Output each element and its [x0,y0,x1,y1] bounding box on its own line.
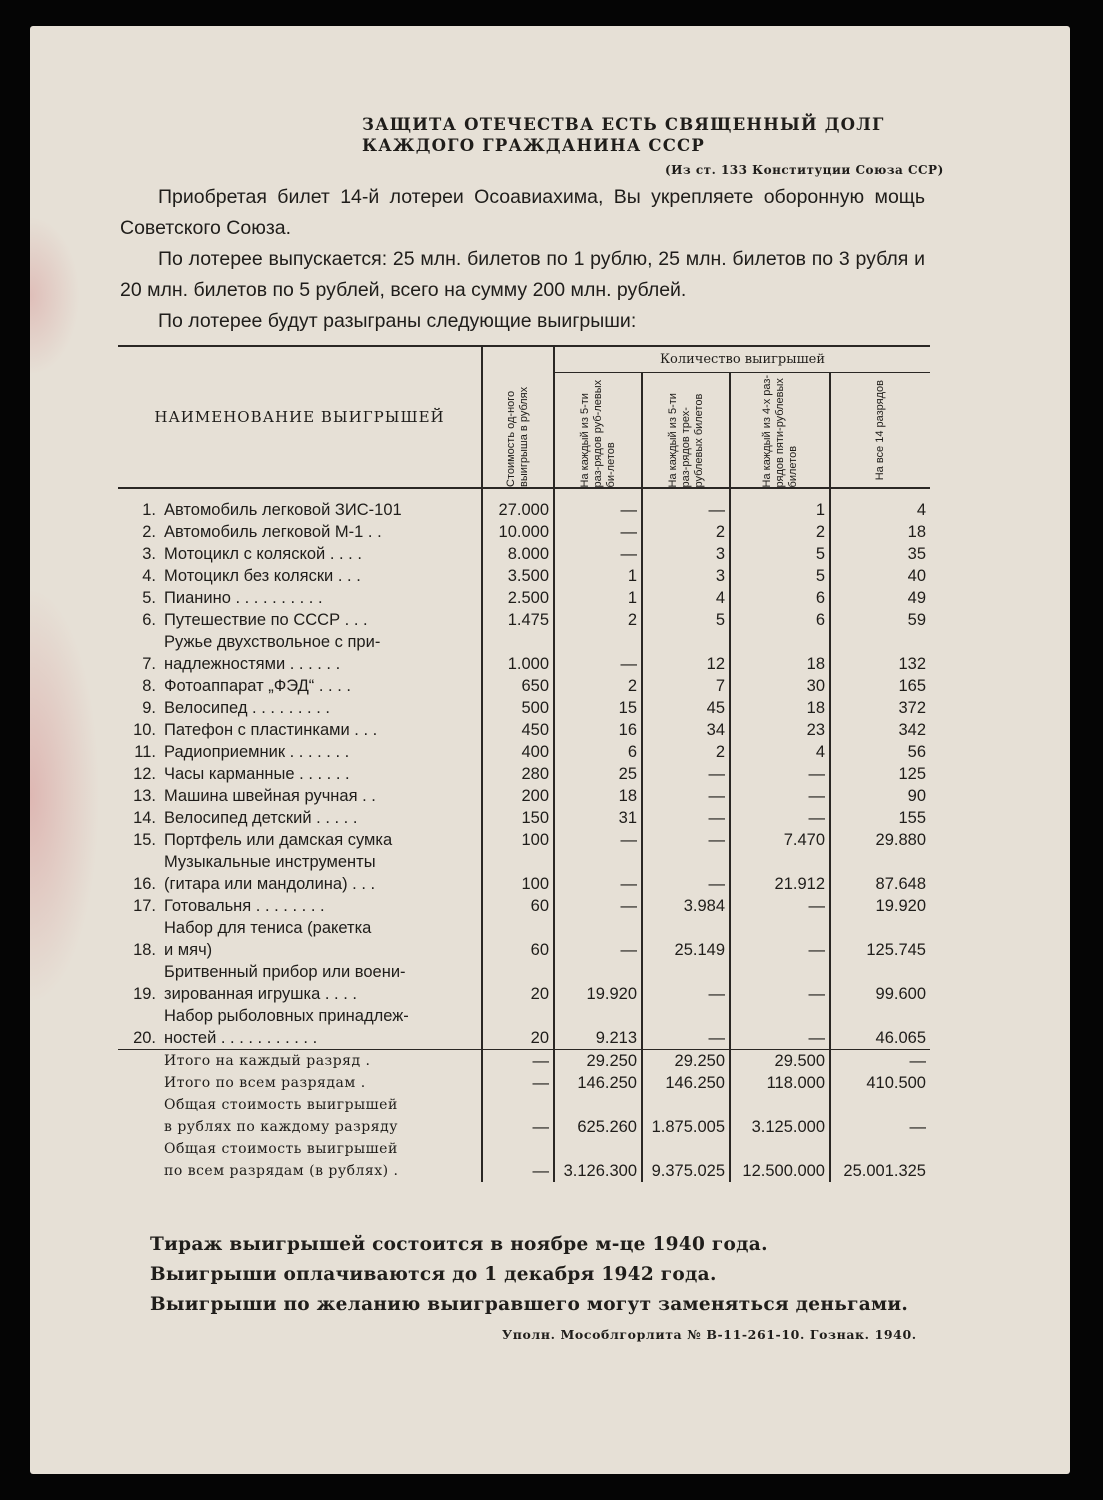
totals-cost: — [482,1050,554,1073]
count-1rub: — [554,631,642,675]
prize-name-line: Радиоприемник . . . . . . . [164,743,350,761]
count-all: 29.880 [830,829,930,851]
count-3rub: — [642,807,730,829]
prize-cost: 500 [482,697,554,719]
prize-name [160,741,482,763]
row-index: 16. [133,875,156,893]
table-row [118,543,930,565]
row-index: 17. [133,897,156,915]
prize-name-line: по всем разрядам (в рублях) . [164,1163,399,1179]
table-row [118,697,930,719]
table-row [118,587,930,609]
totals-cost: — [482,1138,554,1182]
totals-1rub: 3.126.300 [554,1138,642,1182]
intro-text [120,182,925,337]
totals-label [160,1050,482,1073]
count-5rub: 18 [730,631,830,675]
totals-row [118,1050,930,1073]
row-index: 14. [133,809,156,827]
totals-3rub: 9.375.025 [642,1138,730,1182]
table-row [118,488,930,521]
prize-cost: 1.475 [482,609,554,631]
table-row [118,829,930,851]
count-5rub: 4 [730,741,830,763]
row-index: 12. [133,765,156,783]
prize-name-line: Пианино . . . . . . . . . . [164,589,323,607]
footer-notes [150,1230,950,1320]
count-all: 49 [830,587,930,609]
prize-name [160,961,482,1005]
header-prize-name: НАИМЕНОВАНИЕ ВЫИГРЫШЕЙ [118,346,482,488]
prize-name [160,631,482,675]
prize-name-line: Мотоцикл без коляски . . . [164,567,361,585]
count-all: 40 [830,565,930,587]
totals-3rub: 29.250 [642,1050,730,1073]
prize-cost: 100 [482,829,554,851]
totals-label [160,1072,482,1094]
prize-cost: 200 [482,785,554,807]
prize-cost: 20 [482,961,554,1005]
prize-name-line: Часы карманные . . . . . . [164,765,350,783]
prize-name-line: Общая стоимость выигрышей [164,1141,398,1157]
count-5rub: — [730,895,830,917]
count-5rub: — [730,785,830,807]
row-index: 3. [142,545,156,563]
table-row [118,895,930,917]
count-3rub: 3 [642,543,730,565]
row-index: 19. [133,985,156,1003]
prize-name [160,488,482,521]
intro-paragraph: По лотерее будут разыграны следующие выигрыши: [158,310,637,332]
table-row [118,851,930,895]
spacer [118,1050,160,1073]
count-5rub: — [730,961,830,1005]
row-index: 8. [142,677,156,695]
prize-cost: 2.500 [482,587,554,609]
count-5rub: 6 [730,587,830,609]
count-5rub: 18 [730,697,830,719]
count-1rub: — [554,829,642,851]
totals-3rub: 1.875.005 [642,1094,730,1138]
prize-name-line: Велосипед . . . . . . . . . [164,699,330,717]
prize-name-line: Машина швейная ручная . . [164,787,376,805]
row-index: 10. [133,721,156,739]
count-3rub: — [642,829,730,851]
count-3rub: 5 [642,609,730,631]
count-all: 35 [830,543,930,565]
count-5rub: 7.470 [730,829,830,851]
prize-name-line: зированная игрушка . . . . [164,985,357,1003]
table-row [118,807,930,829]
prize-name [160,675,482,697]
count-1rub: 6 [554,741,642,763]
prizes-table [118,345,930,1182]
count-5rub: 5 [730,543,830,565]
prize-cost: 150 [482,807,554,829]
prize-name [160,565,482,587]
totals-all: 25.001.325 [830,1138,930,1182]
count-3rub: 7 [642,675,730,697]
prize-name-line: Автомобиль легковой М-1 . . [164,523,382,541]
count-3rub: 3 [642,565,730,587]
count-1rub: 25 [554,763,642,785]
count-1rub: — [554,917,642,961]
count-all: 165 [830,675,930,697]
count-5rub: 30 [730,675,830,697]
prize-name [160,829,482,851]
count-5rub: — [730,763,830,785]
count-3rub: — [642,1005,730,1050]
count-all: 18 [830,521,930,543]
prize-name-line: Итого по всем разрядам . [164,1075,366,1091]
count-1rub: 9.213 [554,1005,642,1050]
motto-line: ЗАЩИТА ОТЕЧЕСТВА ЕСТЬ СВЯЩЕННЫЙ ДОЛГ [362,115,885,134]
prize-name-line: Готовальня . . . . . . . . [164,897,325,915]
count-3rub: — [642,785,730,807]
count-3rub: — [642,488,730,521]
count-5rub: 5 [730,565,830,587]
count-3rub: 2 [642,741,730,763]
table-row [118,565,930,587]
count-3rub: 4 [642,587,730,609]
table-row [118,961,930,1005]
prize-cost: 3.500 [482,565,554,587]
count-all: 155 [830,807,930,829]
count-5rub: 23 [730,719,830,741]
prize-cost: 280 [482,763,554,785]
count-1rub: — [554,851,642,895]
prize-name [160,1005,482,1050]
prize-name-line: Велосипед детский . . . . . [164,809,358,827]
prize-name [160,543,482,565]
prize-name-line: и мяч) [164,941,213,959]
printer-imprint: Уполн. Мособлгорлита № В-11-261-10. Гознак. 1940. [502,1327,917,1342]
count-all: 46.065 [830,1005,930,1050]
totals-3rub: 146.250 [642,1072,730,1094]
prize-name-line: Портфель или дамская сумка [164,831,393,849]
table-row [118,609,930,631]
row-index: 20. [133,1029,156,1047]
totals-row [118,1138,930,1182]
count-1rub: — [554,488,642,521]
totals-1rub: 146.250 [554,1072,642,1094]
count-1rub: 2 [554,675,642,697]
row-index: 18. [133,941,156,959]
row-index: 11. [134,743,156,761]
footer-line: Тираж выигрышей состоится в ноябре м-це 1940 года. [150,1234,768,1255]
row-index: 4. [142,567,156,585]
count-all: 372 [830,697,930,719]
footer-line: Выигрыши оплачиваются до 1 декабря 1942 года. [150,1264,717,1285]
totals-label [160,1138,482,1182]
count-all: 125.745 [830,917,930,961]
totals-5rub: 118.000 [730,1072,830,1094]
prize-name [160,851,482,895]
prize-name [160,609,482,631]
prize-cost: 60 [482,917,554,961]
table-row [118,741,930,763]
prize-name-line: Бритвенный прибор или воени- [164,963,406,981]
count-5rub: — [730,807,830,829]
count-1rub: 16 [554,719,642,741]
totals-cost: — [482,1094,554,1138]
table-row [118,763,930,785]
prize-name-line: Патефон с пластинками . . . [164,721,378,739]
prize-name [160,785,482,807]
prize-name-line: в рублях по каждому разряду [164,1119,398,1135]
motto [362,114,922,156]
intro-paragraph: Приобретая билет 14-й лотереи Осоавиахима, Вы укрепляете оборонную мощь Советского Союза. [120,186,925,239]
constitution-reference: (Из ст. 133 Конституции Союза ССР) [665,163,944,177]
prize-name [160,807,482,829]
count-3rub: 3.984 [642,895,730,917]
totals-1rub: 29.250 [554,1050,642,1073]
count-1rub: 1 [554,565,642,587]
prize-name-line: Фотоаппарат „ФЭД“ . . . . [164,677,351,695]
count-3rub: — [642,961,730,1005]
prize-name [160,719,482,741]
count-3rub: 12 [642,631,730,675]
prize-cost: 650 [482,675,554,697]
table-row [118,521,930,543]
prize-cost: 1.000 [482,631,554,675]
row-index: 13. [133,787,156,805]
count-1rub: 19.920 [554,961,642,1005]
count-5rub: 2 [730,521,830,543]
header-count-all: На все 14 разрядов [830,372,930,488]
table-row [118,631,930,675]
prize-name-line: Ружье двухствольное с при- [164,633,381,651]
totals-label [160,1094,482,1138]
prize-cost: 27.000 [482,488,554,521]
paper-stain [30,586,100,1006]
count-all: 342 [830,719,930,741]
count-all: 19.920 [830,895,930,917]
totals-all: — [830,1050,930,1073]
row-index: 1. [142,501,156,519]
totals-all: — [830,1094,930,1138]
count-5rub: — [730,1005,830,1050]
count-1rub: — [554,543,642,565]
row-index: 5. [142,589,156,607]
totals-row [118,1094,930,1138]
count-all: 4 [830,488,930,521]
prize-name [160,917,482,961]
count-1rub: 15 [554,697,642,719]
prize-name-line: Мотоцикл с коляской . . . . [164,545,362,563]
row-index: 7. [142,655,156,673]
prize-name-line: Путешествие по СССР . . . [164,611,368,629]
count-3rub: 2 [642,521,730,543]
header-count-group: Количество выигрышей [554,346,930,372]
prize-name [160,697,482,719]
spacer [118,1072,160,1094]
count-all: 90 [830,785,930,807]
footer-line: Выигрыши по желанию выигравшего могут заменяться деньгами. [150,1294,909,1315]
header-count-3rub: На каждый из 5-ти раз-рядов трех-рублевых билетов [642,372,730,488]
count-all: 132 [830,631,930,675]
totals-row [118,1072,930,1094]
prize-rows [118,488,930,1182]
prize-cost: 100 [482,851,554,895]
prize-name-line: ностей . . . . . . . . . . . [164,1029,318,1047]
row-index: 2. [142,523,156,541]
totals-1rub: 625.260 [554,1094,642,1138]
count-1rub: — [554,895,642,917]
count-1rub: 18 [554,785,642,807]
prize-cost: 10.000 [482,521,554,543]
count-all: 59 [830,609,930,631]
table-row [118,1005,930,1050]
totals-5rub: 29.500 [730,1050,830,1073]
table-row [118,785,930,807]
spacer [118,1094,160,1138]
prize-name-line: Итого на каждый разряд . [164,1053,371,1069]
prize-name [160,763,482,785]
prize-name [160,895,482,917]
prize-name-line: Общая стоимость выигрышей [164,1097,398,1113]
prize-cost: 60 [482,895,554,917]
header-count-5rub: На каждый из 4-х раз-рядов пяти-рублевых билетов [730,372,830,488]
table-row [118,917,930,961]
count-3rub: 45 [642,697,730,719]
header-cost: Стоимость од-ного выигрыша в рублях [482,346,554,488]
count-5rub: — [730,917,830,961]
count-3rub: 25.149 [642,917,730,961]
table-row [118,719,930,741]
count-3rub: 34 [642,719,730,741]
count-all: 87.648 [830,851,930,895]
table-row [118,675,930,697]
prize-name [160,521,482,543]
row-index: 9. [142,699,156,717]
prize-name-line: Музыкальные инструменты [164,853,376,871]
prize-name-line: надлежностями . . . . . . [164,655,341,673]
totals-all: 410.500 [830,1072,930,1094]
count-all: 125 [830,763,930,785]
prize-name [160,587,482,609]
count-1rub: 2 [554,609,642,631]
count-1rub: 31 [554,807,642,829]
prize-name-line: (гитара или мандолина) . . . [164,875,376,893]
row-index: 6. [142,611,156,629]
totals-5rub: 3.125.000 [730,1094,830,1138]
count-5rub: 6 [730,609,830,631]
spacer [118,1138,160,1182]
totals-5rub: 12.500.000 [730,1138,830,1182]
prize-name-line: Набор для тениса (ракетка [164,919,372,937]
count-5rub: 1 [730,488,830,521]
prize-name-line: Автомобиль легковой ЗИС-101 [164,501,402,519]
count-1rub: 1 [554,587,642,609]
count-3rub: — [642,763,730,785]
prize-name-line: Набор рыболовных принадлеж- [164,1007,409,1025]
prize-cost: 450 [482,719,554,741]
totals-cost: — [482,1072,554,1094]
count-1rub: — [554,521,642,543]
header-count-1rub: На каждый из 5-ти раз-рядов руб-левых би-летов [554,372,642,488]
prize-cost: 8.000 [482,543,554,565]
count-5rub: 21.912 [730,851,830,895]
motto-line: КАЖДОГО ГРАЖДАНИНА СССР [362,136,706,155]
intro-paragraph: По лотерее выпускается: 25 млн. билетов по 1 рублю, 25 млн. билетов по 3 рубля и 20 млн. билетов по 5 рублей, всего на сумму 200 млн. рублей. [120,248,925,301]
prize-cost: 400 [482,741,554,763]
count-3rub: — [642,851,730,895]
row-index: 15. [133,831,156,849]
prize-cost: 20 [482,1005,554,1050]
count-all: 56 [830,741,930,763]
paper-stain [30,216,80,376]
count-all: 99.600 [830,961,930,1005]
